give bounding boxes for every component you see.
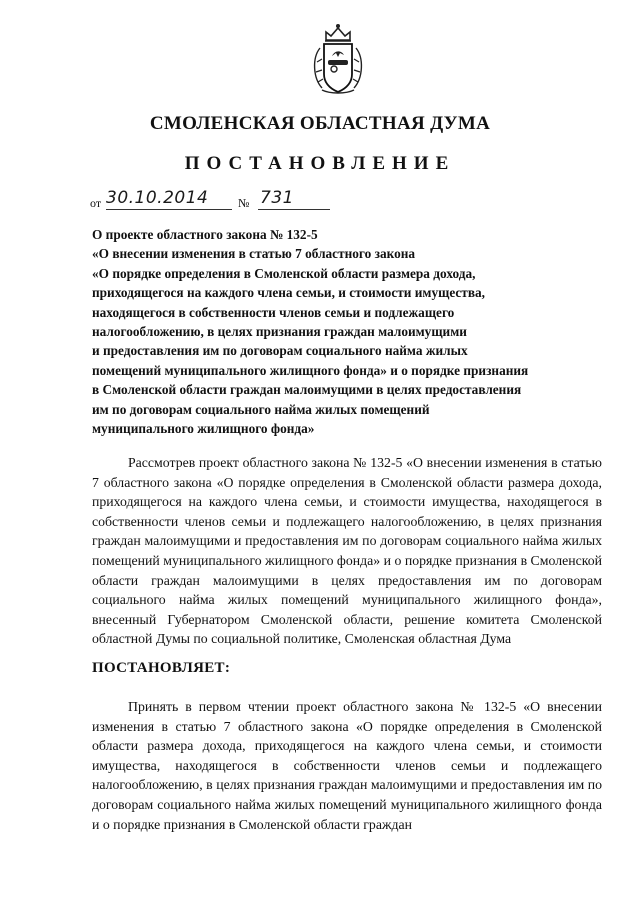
subject-line: «О внесении изменения в статью 7 областного закона <box>92 246 416 262</box>
date-from-label: от <box>90 196 102 210</box>
subject-line: помещений муниципального жилищного фонда» и о порядке признания <box>92 362 529 378</box>
subject-line: О проекте областного закона № 132-5 <box>92 227 318 242</box>
subject-line: налогообложению, в целях признания граждан малоимущими <box>92 324 467 340</box>
dateline <box>90 188 350 214</box>
coat-of-arms-icon <box>310 22 366 96</box>
subject-line: муниципального жилищного фонда» <box>92 421 315 437</box>
handwritten-number: 731 <box>260 188 294 208</box>
date-underline <box>106 209 232 210</box>
subject-line: «О порядке определения в Смоленской области размера дохода, <box>92 265 476 281</box>
subject-line: им по договорам социального найма жилых помещений <box>92 401 430 417</box>
subject-line: и предоставления им по договорам социального найма жилых <box>92 343 468 359</box>
document-type-heading: ПОСТАНОВЛЕНИЕ <box>184 153 456 174</box>
subject-line: в Смоленской области граждан малоимущими в целях предоставления <box>92 382 522 398</box>
handwritten-date: 30.10.2014 <box>106 188 209 208</box>
preamble-paragraph: Рассмотрев проект областного закона № 132-5 «О внесении изменения в статью 7 областного закона «О порядке определения в Смоленской области размера дохода, приходящегося на каждого члена семьи, и стоимости имущества, находящегося в собственности членов семьи и подлежащего налогообложению, в целях признания граждан малоимущими и предоставления им по договорам социального найма жилых помещений муниципального жилищного фонда» и о порядке признания в Смоленской области граждан малоимущими в целях предоставления им по договорам социального найма жилых помещений муниципального жилищного фонда», внесенный Губернатором Смоленской области, решение комитета Смоленской областной Думы по социальной политике, Смоленская областная Дума <box>92 455 602 647</box>
resolves-heading: ПОСТАНОВЛЯЕТ: <box>92 660 231 676</box>
subject-heading <box>92 225 562 438</box>
subject-line: приходящегося на каждого члена семьи, и стоимости имущества, <box>92 285 485 301</box>
organization-title: СМОЛЕНСКАЯ ОБЛАСТНАЯ ДУМА <box>149 113 491 134</box>
subject-line: находящегося в собственности членов семьи и подлежащего <box>92 304 455 320</box>
resolution-paragraph: Принять в первом чтении проект областного закона № 132-5 «О внесении изменения в статью 7 областного закона «О порядке определения в Смоленской области размера дохода, приходящегося на каждого члена семьи, и стоимости имущества, находящегося в собственности членов семьи и подлежащего налогообложению, в целях признания граждан малоимущими и предоставления им по договорам социального найма жилых помещений муниципального жилищного фонда и о порядке признания в Смоленской области граждан <box>92 699 602 832</box>
number-underline <box>258 209 330 210</box>
number-label: № <box>238 196 250 210</box>
